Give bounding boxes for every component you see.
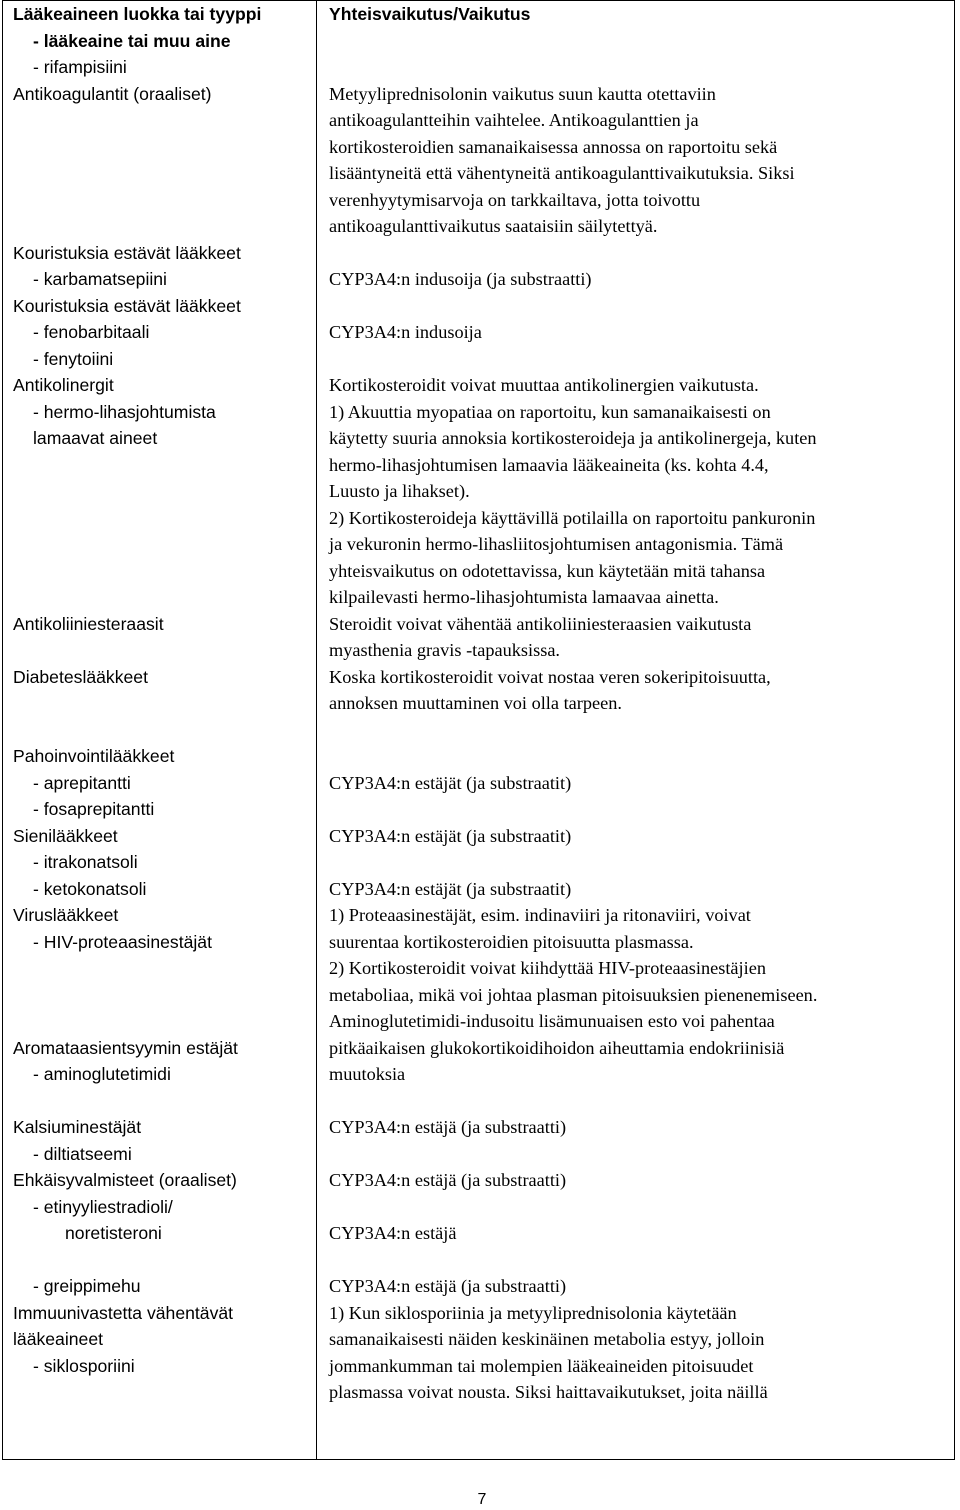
- right-column: [317, 1, 955, 1460]
- header-right: Yhteisvaikutus/Vaikutus: [329, 4, 531, 24]
- right-line: CYP3A4:n estäjä (ja substraatti): [329, 1170, 567, 1190]
- right-line: CYP3A4:n estäjät (ja substraatit): [329, 878, 572, 899]
- left-line: Ehkäisyvalmisteet (oraaliset): [13, 1170, 237, 1190]
- right-line: käytetty suuria annoksia kortikosteroideja ja antikolinergeja, kuten: [329, 428, 817, 448]
- right-line: Kortikosteroidit voivat muuttaa antikolinergien vaikutusta.: [329, 375, 759, 395]
- right-line: Aminoglutetimidi-indusoitu lisämunuaisen esto voi pahentaa: [329, 1011, 775, 1031]
- left-line: Kouristuksia estävät lääkkeet: [13, 242, 241, 263]
- right-line: Luusto ja lihakset).: [329, 481, 470, 501]
- right-line: 1) Proteaasinestäjät, esim. indinaviiri ja ritonaviiri, voivat: [329, 905, 751, 925]
- right-line: CYP3A4:n estäjä: [329, 1223, 457, 1243]
- right-line: hermo-lihasjohtumisen lamaavia lääkeaineita (ks. kohta 4.4,: [329, 454, 769, 475]
- left-line: - HIV-proteaasinestäjät: [33, 931, 212, 952]
- left-line: - aprepitantti: [33, 772, 131, 793]
- left-line: - fosaprepitantti: [33, 799, 155, 819]
- right-line: jommankumman tai molempien lääkeaineiden pitoisuudet: [329, 1355, 754, 1376]
- right-line: kilpailevasti hermo-lihasjohtumista lamaavaa ainetta.: [329, 587, 719, 607]
- left-line: lamaavat aineet: [33, 428, 158, 448]
- header-left-line2: - lääkeaine tai muu aine: [33, 30, 231, 51]
- right-line: pitkäaikaisen glukokortikoidihoidon aiheuttamia endokriinisiä: [329, 1037, 785, 1058]
- left-line: Kalsiuminestäjät: [13, 1117, 142, 1137]
- left-line: Diabeteslääkkeet: [13, 666, 148, 687]
- right-line: verenhyytymisarvoja on tarkkailtava, jotta toivottu: [329, 189, 701, 210]
- left-line: Antikoagulantit (oraaliset): [13, 83, 212, 104]
- left-line: - karbamatsepiini: [33, 269, 167, 289]
- right-line: CYP3A4:n indusoija: [329, 322, 482, 342]
- left-line: - greippimehu: [33, 1276, 141, 1296]
- left-line: - hermo-lihasjohtumista: [33, 401, 216, 422]
- right-line: Metyyliprednisolonin vaikutus suun kautta otettaviin: [329, 83, 716, 104]
- right-line: 2) Kortikosteroideja käyttävillä potilailla on raportoitu pankuronin: [329, 507, 816, 528]
- right-line: yhteisvaikutus on odotettavissa, kun käytetään mitä tahansa: [329, 560, 766, 581]
- left-line: - diltiatseemi: [33, 1143, 132, 1164]
- right-line: samanaikaisesti näiden keskinäinen metabolia estyy, jolloin: [329, 1329, 765, 1349]
- left-line: Immuunivastetta vähentävät: [13, 1302, 234, 1323]
- right-line: muutoksia: [329, 1064, 406, 1084]
- left-line: - siklosporiini: [33, 1355, 135, 1376]
- right-line: 1) Kun siklosporiinia ja metyyliprednisolonia käytetään: [329, 1302, 737, 1323]
- right-line: ja vekuronin hermo-lihasliitosjohtumisen antagonismia. Tämä: [329, 534, 784, 554]
- right-line: CYP3A4:n estäjä (ja substraatti): [329, 1276, 567, 1296]
- left-column: [3, 1, 317, 1460]
- right-line: metaboliaa, mikä voi johtaa plasman pitoisuuksien pienenemiseen.: [329, 984, 818, 1005]
- right-line: suurentaa kortikosteroidien pitoisuutta plasmassa.: [329, 931, 694, 952]
- right-line: CYP3A4:n estäjät (ja substraatit): [329, 825, 572, 846]
- right-line: antikoagulantteihin vaihtelee. Antikoagulanttien ja: [329, 110, 699, 130]
- right-line: 2) Kortikosteroidit voivat kiihdyttää HIV-proteaasinestäjien: [329, 958, 766, 978]
- right-line: antikoagulanttivaikutus saataisiin säilytettyä.: [329, 216, 658, 236]
- right-line: kortikosteroidien samanaikaisessa annossa on raportoitu sekä: [329, 136, 778, 157]
- left-line: Aromataasientsyymin estäjät: [13, 1037, 238, 1058]
- right-line: lisääntyneitä että vähentyneitä antikoagulanttivaikutuksia. Siksi: [329, 163, 795, 183]
- right-line: CYP3A4:n indusoija (ja substraatti): [329, 269, 592, 289]
- left-line: - ketokonatsoli: [33, 878, 147, 899]
- left-line: noretisteroni: [65, 1223, 162, 1243]
- left-line: - aminoglutetimidi: [33, 1064, 171, 1084]
- left-line: Pahoinvointilääkkeet: [13, 746, 175, 766]
- left-line: lääkeaineet: [13, 1329, 103, 1349]
- left-line: Kouristuksia estävät lääkkeet: [13, 295, 241, 316]
- left-line: - rifampisiini: [33, 57, 127, 77]
- right-line: myasthenia gravis -tapauksissa.: [329, 640, 560, 660]
- right-line: CYP3A4:n estäjä (ja substraatti): [329, 1117, 567, 1137]
- right-line: plasmassa voivat nousta. Siksi haittavaikutukset, joita näillä: [329, 1382, 768, 1402]
- right-line: annoksen muuttaminen voi olla tarpeen.: [329, 693, 622, 713]
- right-line: CYP3A4:n estäjät (ja substraatit): [329, 772, 572, 793]
- right-line: Koska kortikosteroidit voivat nostaa veren sokeripitoisuutta,: [329, 666, 771, 687]
- left-line: - fenytoiini: [33, 348, 114, 369]
- left-line: Antikoliiniesteraasit: [13, 613, 164, 634]
- page-number: 7: [477, 1491, 487, 1508]
- left-line: - itrakonatsoli: [33, 852, 138, 872]
- right-line: 1) Akuuttia myopatiaa on raportoitu, kun samanaikaisesti on: [329, 401, 771, 422]
- left-line: Antikolinergit: [13, 375, 114, 395]
- left-line: Viruslääkkeet: [13, 905, 119, 925]
- header-left-line1: Lääkeaineen luokka tai tyyppi: [13, 4, 262, 24]
- right-line: Steroidit voivat vähentää antikoliiniesteraasien vaikutusta: [329, 613, 752, 634]
- interaction-table: [2, 0, 955, 1460]
- left-line: - etinyyliestradioli/: [33, 1196, 173, 1217]
- left-line: - fenobarbitaali: [33, 322, 150, 342]
- left-line: Sienilääkkeet: [13, 825, 118, 846]
